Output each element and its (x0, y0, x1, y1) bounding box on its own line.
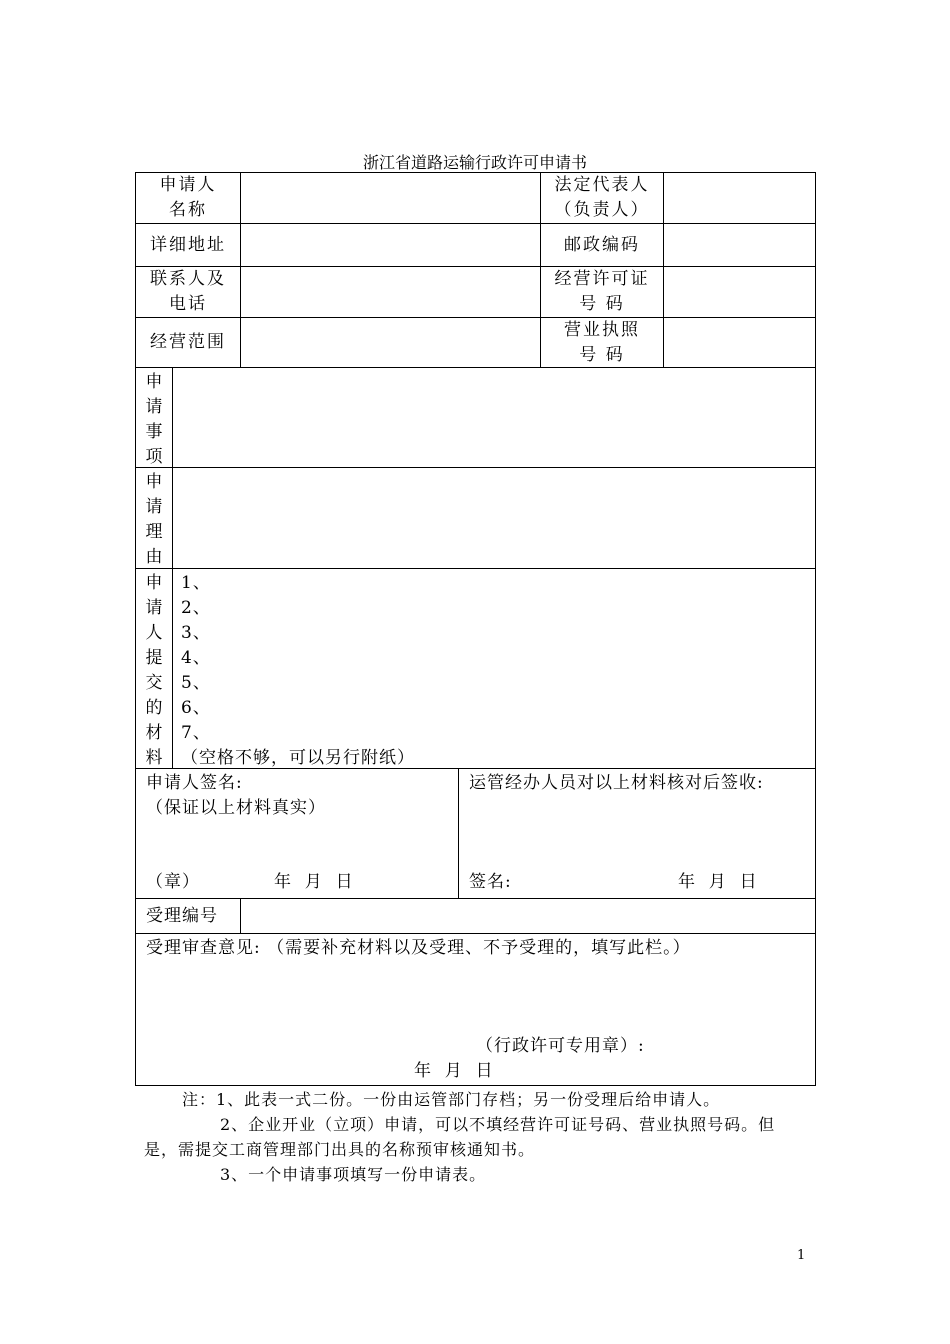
label-line: 号 码 (579, 344, 625, 365)
label-line: 联系人及 (150, 269, 226, 289)
material-item: 1、 (181, 573, 211, 593)
label-line: 详细地址 (150, 234, 226, 255)
label-char: 人 (145, 623, 163, 643)
label-char: 事 (145, 422, 163, 442)
note-2: 2、企业开业（立项）申请，可以不填经营许可证号码、营业执照号码。但 (220, 1115, 776, 1134)
note-3: 3、一个申请事项填写一份申请表。 (220, 1165, 487, 1184)
label-char: 由 (145, 547, 163, 567)
label-line: 邮政编码 (564, 234, 640, 255)
officer-signature-box[interactable] (458, 768, 816, 899)
material-item: 4、 (181, 648, 211, 668)
applicant-signature-box[interactable] (135, 768, 459, 899)
legal-rep-field[interactable] (663, 172, 816, 224)
note-2-cont: 是，需提交工商管理部门出具的名称预审核通知书。 (144, 1140, 536, 1159)
label-line: 经营许可证 (554, 269, 650, 289)
acceptance-no-label (135, 898, 241, 934)
applicant-sign-label: 申请人签名: (146, 773, 243, 793)
materials-label (135, 568, 173, 769)
form-title: 浙江省道路运输行政许可申请书 (362, 153, 587, 172)
scope-label (135, 317, 241, 368)
material-item: 2、 (181, 598, 211, 618)
legal-rep-label (540, 172, 664, 224)
review-box[interactable] (135, 933, 816, 1086)
label-char: 请 (145, 397, 163, 417)
label-char: 的 (145, 698, 163, 718)
label-line: 经营范围 (150, 332, 226, 352)
label-char: 理 (145, 522, 163, 542)
contact-field[interactable] (240, 266, 541, 318)
officer-sign-label: 运管经办人员对以上材料核对后签收: (469, 773, 764, 793)
label-char: 交 (145, 673, 163, 693)
label-char: 材 (145, 723, 163, 743)
license-no-field[interactable] (663, 266, 816, 318)
label-char: 项 (145, 447, 163, 467)
label-char: 申 (145, 372, 163, 392)
label-line: 营业执照 (564, 319, 640, 340)
review-stamp: （行政许可专用章）: (476, 1036, 645, 1056)
business-license-field[interactable] (663, 317, 816, 368)
material-note: （空格不够，可以另行附纸） (181, 748, 415, 768)
applicant-seal: （章） (146, 872, 200, 892)
material-item: 5、 (181, 673, 211, 693)
label-line: 电话 (169, 294, 207, 314)
applicant-guarantee: （保证以上材料真实） (146, 798, 326, 818)
label-char: 申 (145, 573, 163, 593)
label-char: 请 (145, 598, 163, 618)
address-label (135, 223, 241, 267)
material-item: 3、 (181, 623, 211, 643)
material-item: 6、 (181, 698, 211, 718)
label-char: 申 (145, 472, 163, 492)
acceptance-no-field[interactable] (240, 898, 816, 934)
page-number: 1 (797, 1248, 806, 1263)
label-line: （负责人） (554, 200, 650, 220)
application-reason-label (135, 467, 173, 569)
label-line: 号 码 (579, 294, 625, 314)
scope-field[interactable] (240, 317, 541, 368)
officer-sign: 签名: (469, 872, 512, 892)
address-field[interactable] (240, 223, 541, 267)
applicant-name-field[interactable] (240, 172, 541, 224)
acceptance-no-text: 受理编号 (146, 906, 218, 926)
label-line: 名称 (169, 200, 207, 220)
label-char: 料 (145, 748, 163, 768)
postcode-field[interactable] (663, 223, 816, 267)
application-items-field[interactable] (172, 367, 816, 468)
application-reason-field[interactable] (172, 467, 816, 569)
label-char: 请 (145, 497, 163, 517)
materials-field[interactable] (172, 568, 816, 769)
postcode-label (540, 223, 664, 267)
contact-label (135, 266, 241, 318)
officer-date: 年 月 日 (678, 872, 758, 892)
label-char: 提 (145, 648, 163, 668)
business-license-label (540, 317, 664, 368)
license-no-label (540, 266, 664, 318)
review-date: 年 月 日 (414, 1061, 494, 1081)
note-1: 注：1、此表一式二份。一份由运管部门存档；另一份受理后给申请人。 (182, 1090, 721, 1109)
label-line: 法定代表人 (554, 175, 650, 195)
application-items-label (135, 367, 173, 468)
label-line: 申请人 (159, 175, 217, 195)
review-label: 受理审查意见: （需要补充材料以及受理、不予受理的，填写此栏。） (146, 938, 691, 958)
material-item: 7、 (181, 723, 211, 743)
applicant-date: 年 月 日 (274, 872, 354, 892)
applicant-name-label (135, 172, 241, 224)
